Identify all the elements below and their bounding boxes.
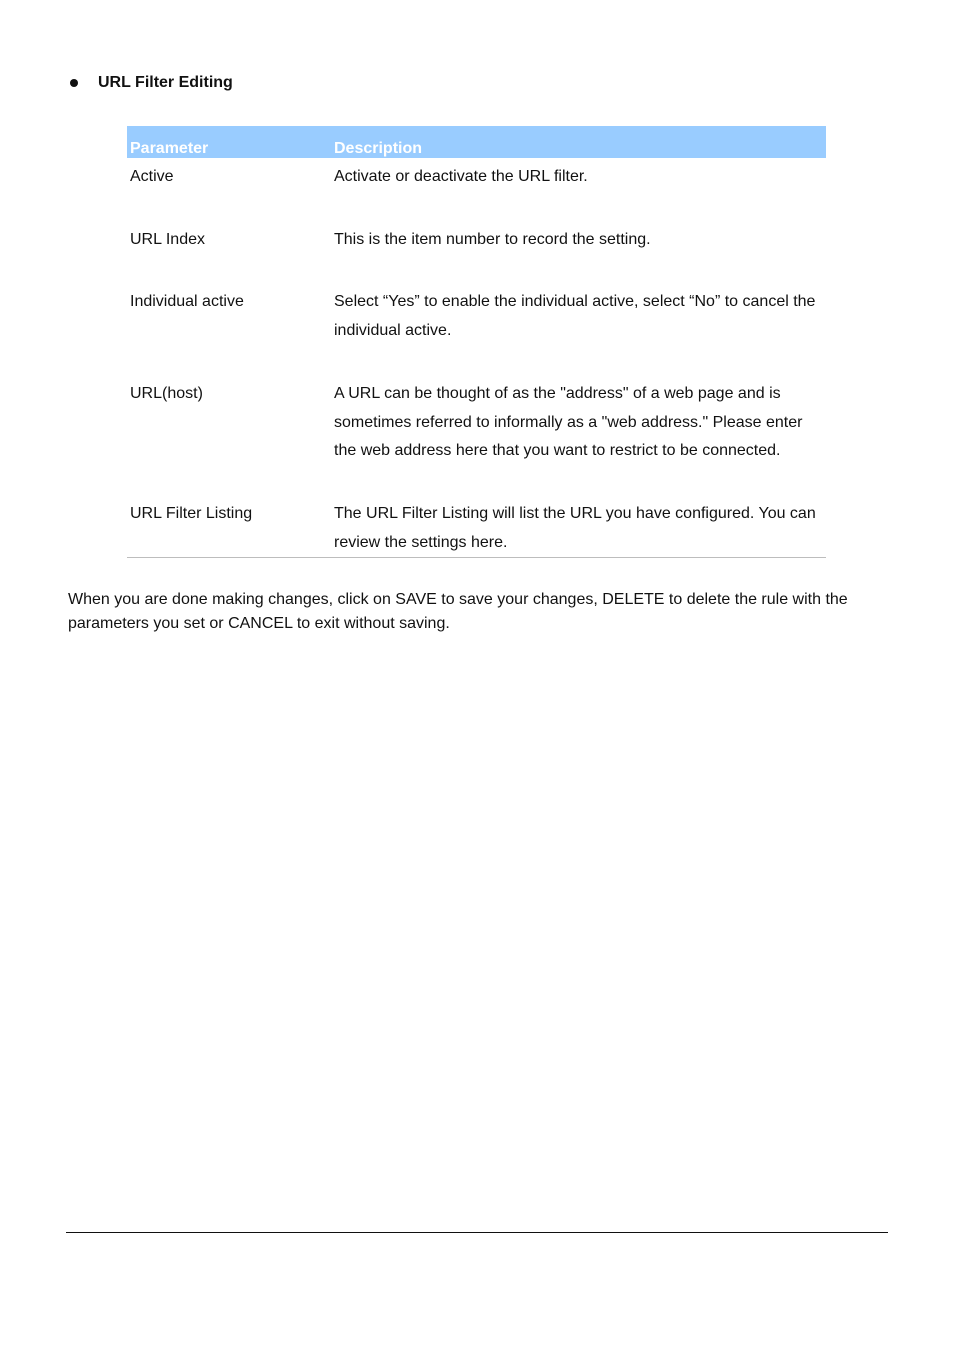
table-row: [127, 283, 826, 345]
header-description: Description: [331, 126, 826, 158]
instruction-paragraph: When you are done making changes, click on SAVE to save your changes, DELETE to delete the rule with the parameters you set or CANCEL to exit without saving.: [68, 591, 848, 632]
description-cell: Select “Yes” to enable the individual active, select “No” to cancel the individual active.: [334, 293, 816, 340]
param-cell: Active: [130, 168, 174, 185]
table-row: [127, 158, 826, 192]
section-heading-row: [68, 74, 233, 92]
param-cell: Individual active: [130, 293, 244, 311]
description-cell: A URL can be thought of as the "address" of a web page and is sometimes referred to informally as a "web address." Please enter the web address here that you want to restrict to be connected.: [334, 384, 803, 460]
section-heading: URL Filter Editing: [98, 74, 233, 91]
bullet-icon: [70, 79, 78, 87]
param-cell: URL(host): [130, 384, 203, 402]
table-header-row: [127, 126, 826, 158]
header-parameter: Parameter: [127, 126, 331, 158]
parameter-table: [127, 126, 826, 558]
description-cell: This is the item number to record the setting.: [334, 230, 651, 248]
table-row: [127, 495, 826, 558]
table-row: [127, 221, 826, 255]
page-footer-divider: [66, 1232, 888, 1233]
table-row: [127, 375, 826, 466]
param-cell: URL Index: [130, 230, 205, 248]
description-cell: Activate or deactivate the URL filter.: [334, 168, 588, 185]
param-cell: URL Filter Listing: [130, 504, 253, 522]
description-cell: The URL Filter Listing will list the URL you have configured. You can review the settings here.: [334, 504, 816, 551]
